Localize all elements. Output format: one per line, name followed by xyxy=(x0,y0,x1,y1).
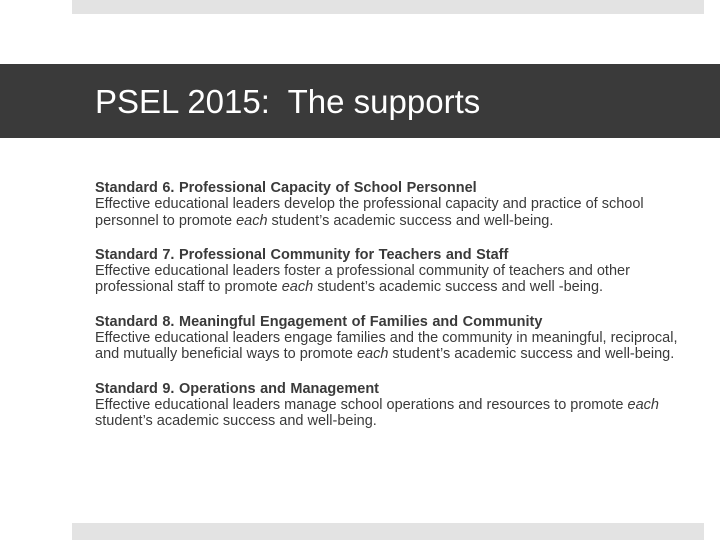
description-text: student’s academic success and well -being. xyxy=(313,279,604,296)
standard-title: Standard 8. Meaningful Engagement of Families and Community xyxy=(95,313,543,330)
standard-8 xyxy=(95,314,690,363)
standard-description xyxy=(95,397,690,430)
standard-title: Standard 7. Professional Community for Teachers and Staff xyxy=(95,246,509,263)
slide-title: PSEL 2015: The supports xyxy=(95,83,481,120)
description-text: Effective educational leaders engage families and the community in meaningful, reciprocal, and mutually beneficial ways to promote xyxy=(95,330,678,363)
standard-9 xyxy=(95,381,690,430)
description-text: Effective educational leaders foster a professional community of teachers and other professional staff to promote xyxy=(95,263,630,296)
description-text: student’s academic success and well-being. xyxy=(267,212,554,229)
emphasis-text: each xyxy=(356,346,389,363)
standard-title: Standard 6. Professional Capacity of School Personnel xyxy=(95,180,477,196)
standard-title: Standard 9. Operations and Management xyxy=(95,380,379,397)
top-decorative-bar xyxy=(72,0,704,14)
bottom-decorative-bar xyxy=(72,523,704,540)
emphasis-text: each xyxy=(281,279,314,296)
standards-list xyxy=(95,180,690,448)
emphasis-text: each xyxy=(627,396,659,413)
description-text: Effective educational leaders manage school operations and resources to promote xyxy=(95,396,628,413)
standard-6 xyxy=(95,180,690,229)
description-text: Effective educational leaders develop the professional capacity and practice of school personnel to promote xyxy=(95,196,644,229)
description-text: student’s academic success and well-being. xyxy=(388,346,675,363)
standard-7 xyxy=(95,247,690,296)
title-band xyxy=(0,64,720,138)
standard-description xyxy=(95,330,690,363)
description-text: student’s academic success and well-being. xyxy=(95,413,377,430)
emphasis-text: each xyxy=(236,212,268,229)
standard-description xyxy=(95,263,690,296)
standard-description xyxy=(95,196,690,229)
